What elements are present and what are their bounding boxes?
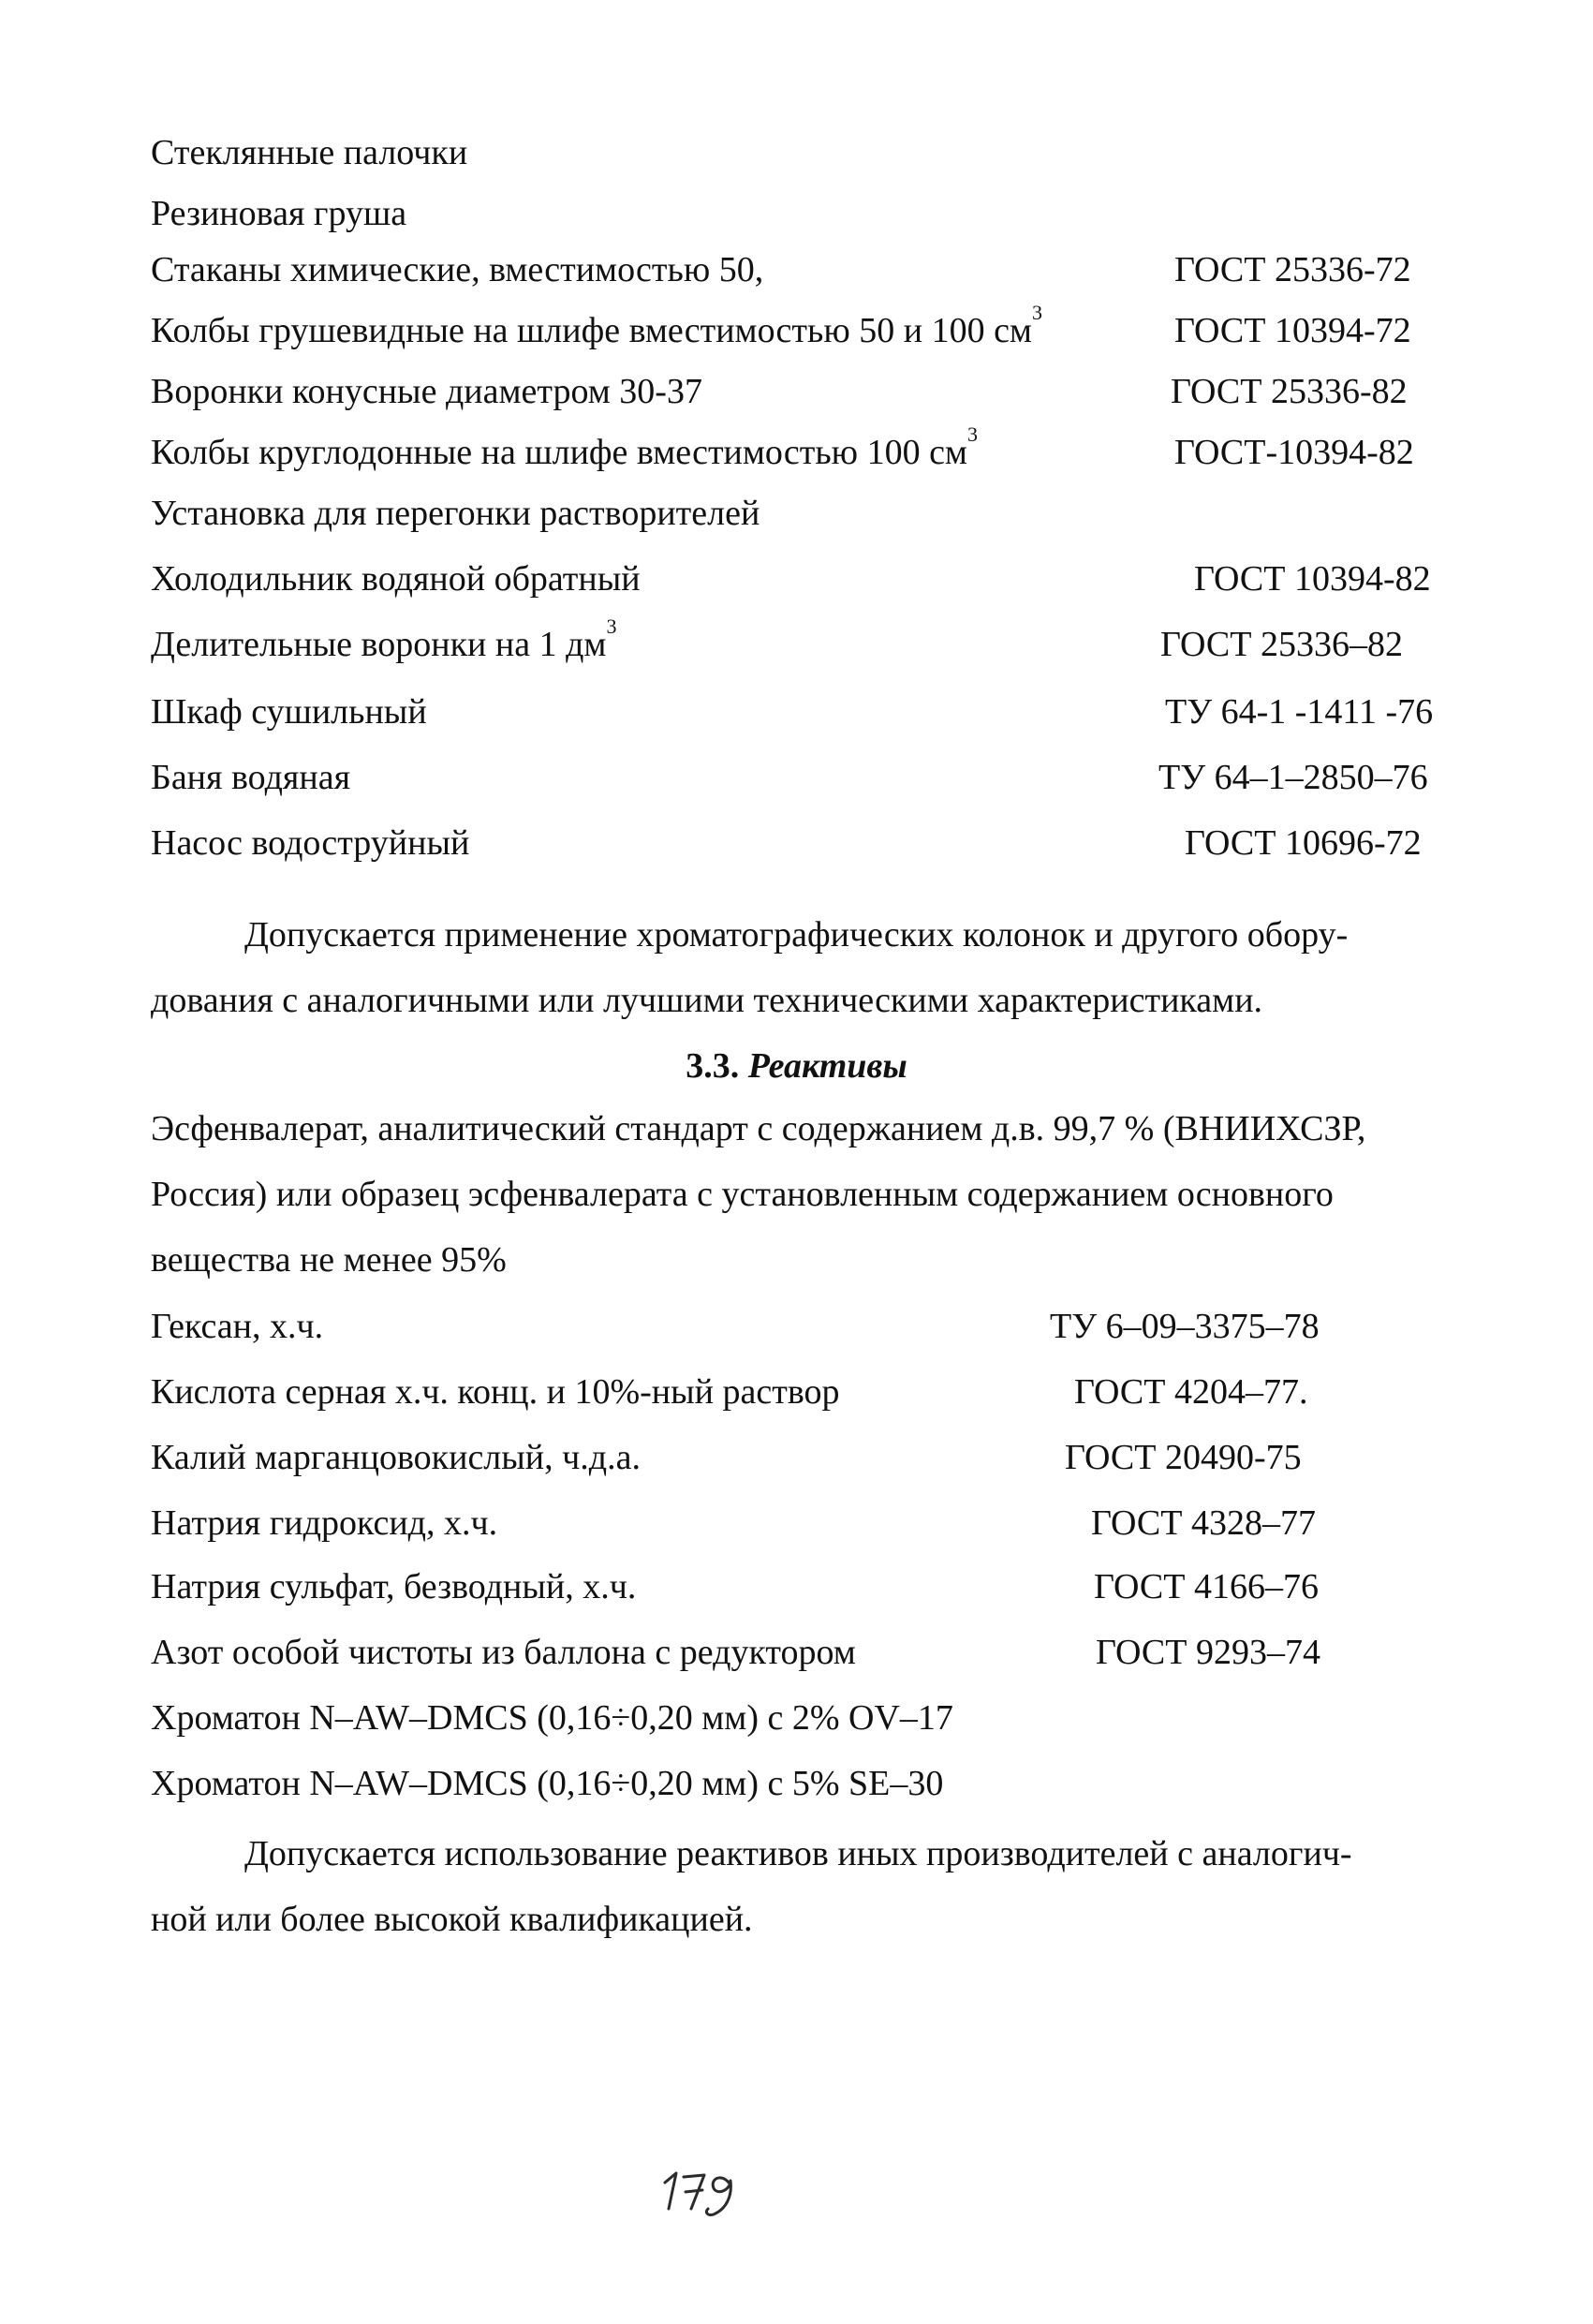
equipment-standard: ГОСТ 10394-82 (1194, 559, 1431, 599)
equipment-name: Холодильник водяной обратный (151, 559, 641, 599)
equipment-item (151, 614, 1462, 671)
equipment-name: Установка для перегонки растворителей (151, 494, 760, 533)
reagent-standard: ГОСТ 20490-75 (1065, 1438, 1302, 1477)
reagent-name: Кислота серная х.ч. конц. и 10%-ный раствор (151, 1372, 840, 1412)
reagent-item (151, 1497, 1462, 1549)
equipment-item (151, 244, 1462, 296)
reagent-name: Натрия гидроксид, х.ч. (151, 1503, 498, 1543)
equipment-item (151, 301, 1462, 357)
equipment-standard: ГОСТ 10696-72 (1185, 823, 1422, 863)
superscript: 3 (966, 422, 978, 446)
equipment-standard: ГОСТ 25336–82 (1160, 625, 1403, 664)
reagent-item (151, 1366, 1462, 1418)
equipment-name: Колбы грушевидные на шлифе вместимостью 50 и 100 $см^3$ (151, 301, 1042, 350)
handwritten-page-number-icon (656, 2154, 749, 2220)
reagent-name: Хроматон N–AW–DMCS (0,16÷0,20 мм) с 2% OV–17 (151, 1698, 953, 1738)
equipment-standard: ТУ 64–1–2850–76 (1158, 758, 1428, 797)
equipment-standard: ТУ 64-1 -1411 -76 (1165, 692, 1434, 732)
equipment-name: Стеклянные палочки (151, 133, 468, 172)
equipment-name: Воронки конусные диаметром 30-37 (151, 372, 702, 411)
reagent-standard: ГОСТ 4166–76 (1094, 1567, 1319, 1606)
equipment-note (151, 902, 1462, 1033)
reagent-item (151, 1626, 1462, 1679)
reagents-intro (151, 1096, 1462, 1293)
equipment-name: Делительные воронки на 1 $дм^3$ (151, 614, 617, 664)
reagent-standard: ГОСТ 9293–74 (1096, 1633, 1320, 1672)
paragraph-line: Допускается применение хроматографических колонок и другого обору- (244, 915, 1349, 955)
paragraph-line: Эсфенвалерат, аналитический стандарт с содержанием д.в. 99,7 % (ВНИИХСЗР, (151, 1109, 1366, 1148)
reagent-name: Калий марганцовокислый, ч.д.а. (151, 1438, 641, 1477)
equipment-item (151, 686, 1462, 738)
paragraph-line: дования с аналогичными или лучшими техническими характеристиками. (151, 981, 1263, 1020)
equipment-name: Стаканы химические, вместимостью 50, (151, 250, 764, 289)
equipment-name: Резиновая груша (151, 194, 407, 233)
superscript: 3 (1031, 301, 1042, 324)
equipment-name: Шкаф сушильный (151, 692, 427, 732)
equipment-name: Баня водяная (151, 758, 351, 797)
section-heading (0, 1040, 1593, 1092)
equipment-standard: ГОСТ-10394-82 (1174, 433, 1414, 472)
equipment-item (151, 817, 1462, 869)
reagent-item (151, 1561, 1462, 1613)
reagent-name: Гексан, х.ч. (151, 1307, 324, 1346)
reagent-standard: ГОСТ 4204–77. (1074, 1372, 1308, 1412)
equipment-item (151, 553, 1462, 605)
equipment-name: Насос водоструйный (151, 823, 470, 863)
reagent-item (151, 1431, 1462, 1484)
reagent-name: Азот особой чистоты из баллона с редуктором (151, 1633, 856, 1672)
reagent-standard: ГОСТ 4328–77 (1091, 1503, 1316, 1543)
paragraph-line: ной или более высокой квалификацией. (151, 1900, 753, 1939)
reagent-name: Натрия сульфат, безводный, х.ч. (151, 1567, 637, 1606)
equipment-standard: ГОСТ 25336-82 (1171, 372, 1408, 411)
equipment-standard: ГОСТ 10394-72 (1174, 311, 1411, 350)
paragraph-line: Допускается использование реактивов иных производителей с аналогич- (244, 1834, 1352, 1873)
reagents-note (151, 1821, 1462, 1952)
superscript: 3 (606, 614, 617, 638)
reagent-name: Хроматон N–AW–DMCS (0,16÷0,20 мм) с 5% SE–30 (151, 1764, 944, 1803)
page-number (656, 2154, 749, 2220)
equipment-item (151, 365, 1462, 418)
paragraph-line: Россия) или образец эсфенвалерата с установленным содержанием основного (151, 1175, 1334, 1214)
section-title: Реактивы (747, 1046, 907, 1086)
equipment-item (151, 422, 1462, 479)
equipment-item (151, 751, 1462, 804)
paragraph-line: вещества не менее 95% (151, 1240, 507, 1280)
equipment-name: Колбы круглодонные на шлифе вместимостью 100 $см^3$ (151, 422, 978, 472)
reagent-standard: ТУ 6–09–3375–78 (1050, 1307, 1320, 1346)
section-number: 3.3. (686, 1046, 740, 1086)
reagent-item (151, 1300, 1462, 1353)
equipment-standard: ГОСТ 25336-72 (1174, 250, 1411, 289)
